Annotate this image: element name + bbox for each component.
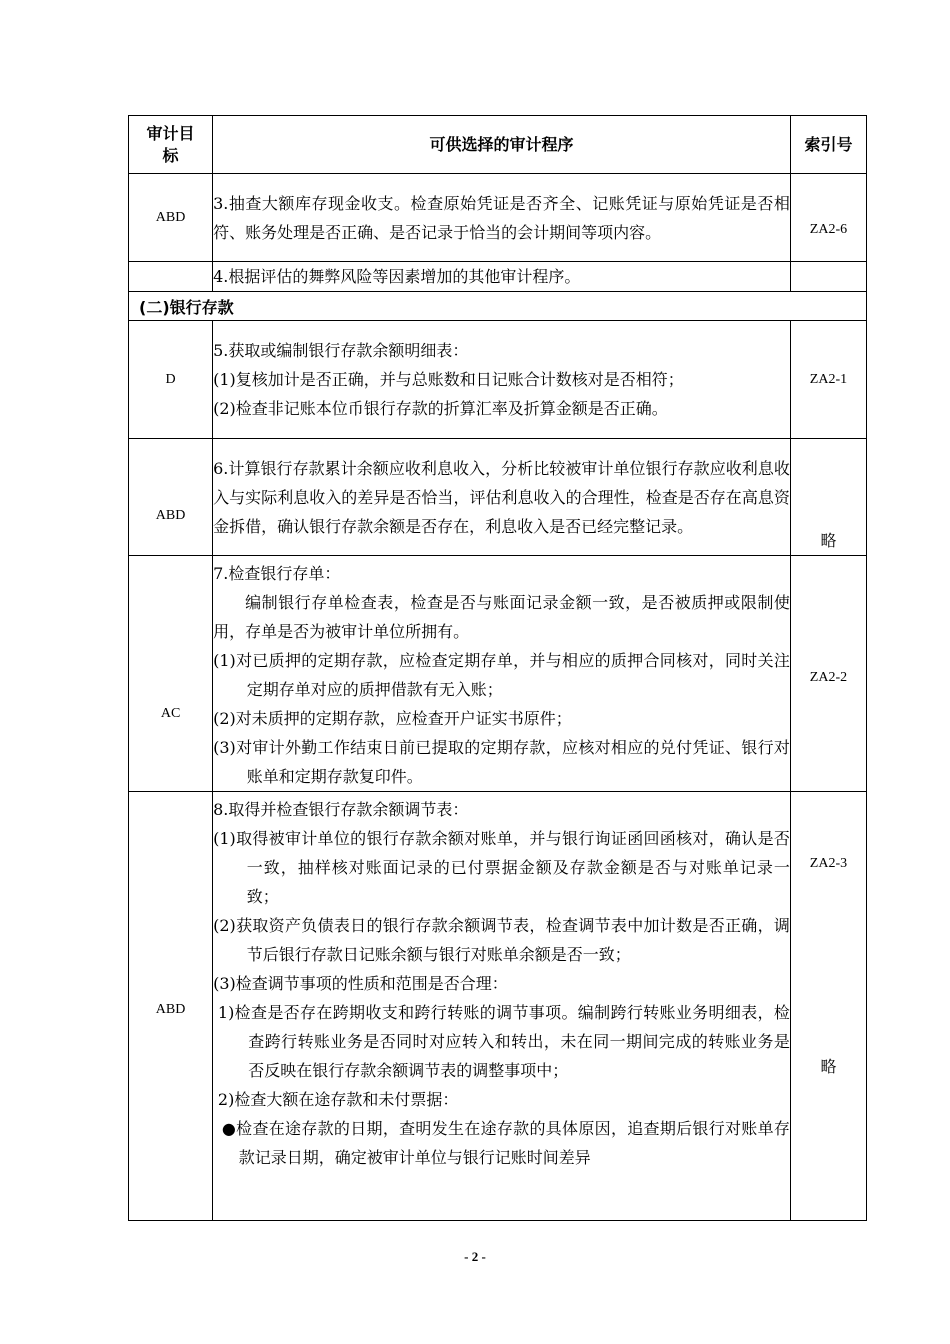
procedure-line: (1)取得被审计单位的银行存款余额对账单，并与银行询证函回函核对，确认是否一致，抽样核对账面记录的已付票据金额及存款金额是否与对账单记录一致；: [213, 829, 790, 906]
header-objective: 审计目标: [129, 116, 213, 174]
row5-objective: D: [129, 321, 213, 439]
row7-objective: AC: [129, 556, 213, 792]
table-row: [129, 174, 867, 262]
row8-objective: ABD: [129, 792, 213, 1221]
table-row: [129, 321, 867, 439]
row8-index-top: ZA2-3: [809, 856, 848, 871]
table-row: [129, 792, 867, 1221]
row5-index: ZA2-1: [790, 321, 866, 439]
row3-index: ZA2-6: [790, 174, 866, 262]
procedure-line: 3.抽查大额库存现金收支。检查原始凭证是否齐全、记账凭证与原始凭证是否相符、账务处理是否正确、是否记录于恰当的会计期间等项内容。: [213, 193, 790, 242]
row7-procedure: [213, 556, 791, 792]
procedure-line: ●检查在途存款的日期，查明发生在途存款的具体原因，追查期后银行对账单存款记录日期，确定被审计单位与银行记账时间差异: [221, 1119, 790, 1167]
procedure-line: 2)检查大额在途存款和未付票据：: [217, 1090, 459, 1109]
row3-objective: ABD: [129, 174, 213, 262]
table-row: [129, 262, 867, 292]
header-procedure: 可供选择的审计程序: [213, 116, 791, 174]
page-number: - 2 -: [464, 1249, 486, 1264]
procedure-line: 编制银行存单检查表，检查是否与账面记录金额一致，是否被质押或限制使用，存单是否为被审计单位所拥有。: [213, 593, 790, 641]
row7-index: ZA2-2: [790, 556, 866, 792]
row6-objective: ABD: [129, 439, 213, 556]
procedure-line: (2)检查非记账本位币银行存款的折算汇率及折算金额是否正确。: [213, 399, 668, 418]
procedure-line: (1)对已质押的定期存款，应检查定期存单，并与相应的质押合同核对，同时关注定期存单对应的质押借款有无入账；: [213, 651, 790, 699]
row4-objective: [129, 262, 213, 292]
procedure-line: 8.取得并检查银行存款余额调节表：: [213, 800, 469, 819]
procedure-line: 6.计算银行存款累计余额应收利息收入，分析比较被审计单位银行存款应收利息收入与实际利息收入的差异是否恰当，评估利息收入的合理性，检查是否存在高息资金拆借，确认银行存款余额是否存在，利息收入是否已经完整记录。: [213, 458, 790, 536]
procedure-line: (1)复核加计是否正确，并与总账数和日记账合计数核对是否相符；: [213, 370, 684, 389]
procedure-line: (2)获取资产负债表日的银行存款余额调节表，检查调节表中加计数是否正确，调节后银行存款日记账余额与银行对账单余额是否一致；: [213, 916, 790, 964]
row4-index: [790, 262, 866, 292]
row3-procedure: [213, 174, 791, 262]
row6-procedure: [213, 439, 791, 556]
procedure-line: (2)对未质押的定期存款，应检查开户证实书原件；: [213, 709, 572, 728]
procedure-line: 5.获取或编制银行存款余额明细表：: [213, 341, 469, 360]
table-row: [129, 439, 867, 556]
row8-index-bottom: 略: [820, 1057, 837, 1076]
section-row-bank-deposits: [129, 292, 867, 321]
row6-index: 略: [790, 439, 866, 556]
procedure-line: 4.根据评估的舞弊风险等因素增加的其他审计程序。: [213, 267, 581, 286]
row8-procedure: [213, 792, 791, 1221]
section-title: (二)银行存款: [129, 292, 867, 321]
row4-procedure: [213, 262, 791, 292]
audit-procedure-table: [128, 115, 867, 1221]
table-header-row: [129, 116, 867, 174]
procedure-line: (3)对审计外勤工作结束日前已提取的定期存款，应核对相应的兑付凭证、银行对账单和定期存款复印件。: [213, 738, 790, 786]
procedure-line: (3)检查调节事项的性质和范围是否合理：: [213, 974, 508, 993]
procedure-line: 7.检查银行存单：: [213, 564, 341, 583]
row8-index-cell: [790, 792, 866, 1221]
header-index: 索引号: [790, 116, 866, 174]
procedure-line: 1)检查是否存在跨期收支和跨行转账的调节事项。编制跨行转账业务明细表，检查跨行转账业务是否同时对应转入和转出，未在同一期间完成的转账业务是否反映在银行存款余额调节表的调整事项中；: [217, 1003, 790, 1080]
row5-procedure: [213, 321, 791, 439]
table-row: [129, 556, 867, 792]
